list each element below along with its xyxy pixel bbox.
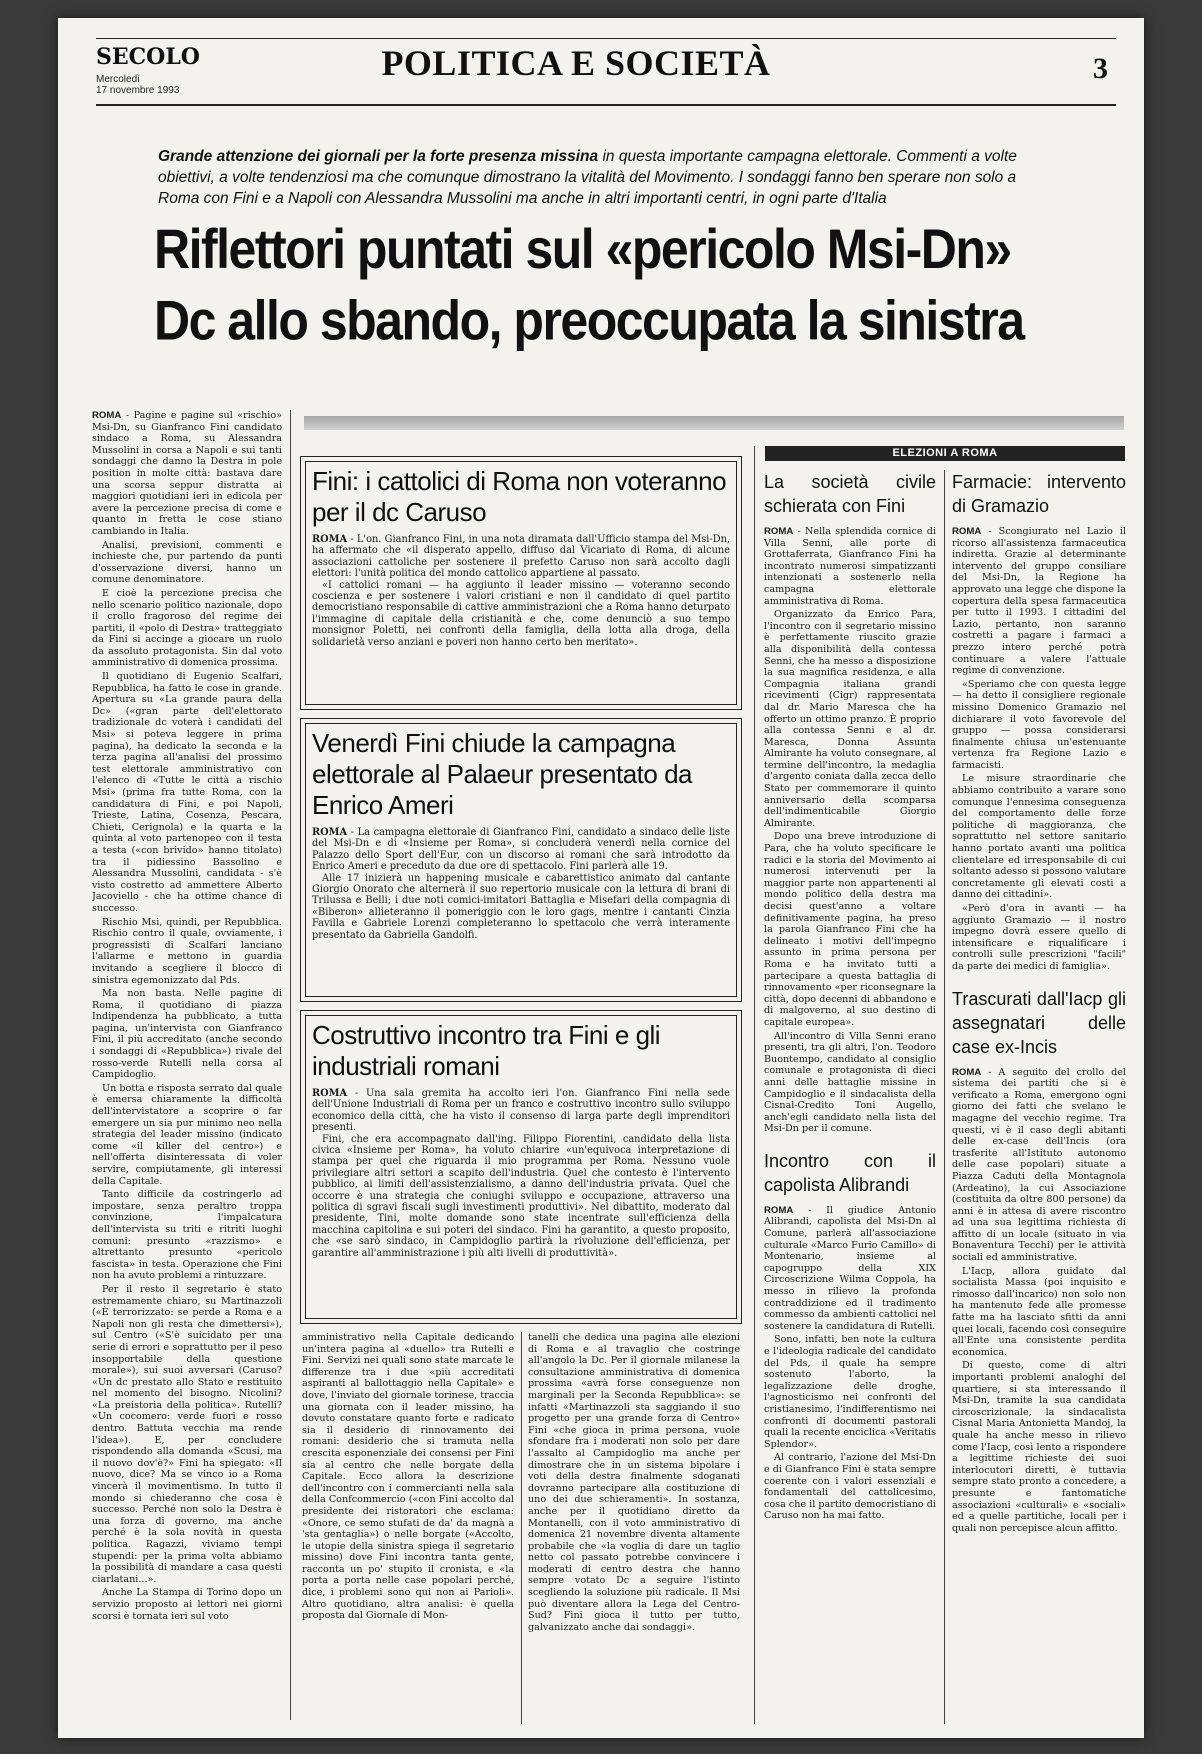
kicker-summary — [158, 146, 1058, 209]
venerdi-palaeur-title: Venerdì Fini chiude la campagna elettorale al Palaeur presentato da Enrico Ameri — [312, 728, 692, 820]
paragraph: Al contrario, l'azione del Msi-Dn e di Gianfranco Fini è stata sempre coerente con i valori essenziali e fondamentali del cattolicesimo, cosa che il partito democristiano di Caruso non ha mai fatto. — [764, 1452, 936, 1522]
paragraph: L'Iacp, allora guidato dal socialista Massa (poi inquisito e rimosso dall'incarico) non solo non ha mantenuto fede alle promesse fatte ma ha lasciato sfitti da anni quei locali, facendo così conseguire all'Ente una consistente perdita economica. — [952, 1265, 1126, 1358]
paragraph: Le misure straordinarie che abbiamo contribuito a varare sono comunque l'ennesima conseguenza del comportamento delle forze politiche di maggioranza, che soprattutto nel settore sanitario hanno portato avanti una politica clientelare ed irresponsabile di cui soltanto adesso si possono valutare concretamente gli elevati costi a danno dei cittadini». — [952, 773, 1126, 901]
paragraph: Tanto difficile da costringerlo ad impostare, senza peraltro troppa convinzione, l'impalcatura dell'intervista su triti e ritriti luoghi comuni: presunto «razzismo» e altrettanto presunto «pericolo fascista» in testa. Operazione che Fini non ha avuto problemi a rintuzzare. — [92, 1189, 282, 1282]
paragraph-text: - Scongiurato nel Lazio il ricorso all'assistenza farmaceutica indiretta. Grazie al determinante intervento del gruppo consiliare del Msi-Dn, la Regione ha approvato una legge che dispone la copertura della spesa farmaceutica per tutto il 1993. I cittadini del Lazio, pertanto, non saranno costretti a pagare i farmaci a prezzo intero perché potrà continuare a valere l'attuale regime di convenzione. — [952, 526, 1126, 677]
paragraph: amministrativo nella Capitale dedicando un'intera pagina al «duello» tra Rutelli e Fini. Servizi nei quali sono state marcate le differenze tra i due «più accreditati aspiranti al ballottaggio nella Capitale» e dove, l'inviato del giornale torinese, traccia una giornata con il leader missino, ha dovuto constatare quanto forte e radicato sia il desiderio di rinnovamento dei romani: desiderio che si tramuta nella crescita esponenziale dei consensi per Fini sia al centro che nelle borgate della Capitale. Ecco allora la descrizione dell'incontro con i commercianti nella sala della Confcommercio («con Fini accolto dal presidente dei ristoratori che esclama: «Onore, ce semo stufati de da' da magnà a 'sta gentaglia») o nelle borgate («Accolto, le utopie della sinistra spiega il segretario missino) dove Fini incontra tanta gente, racconta un po' stupito il cronista, e «la porta a porta nelle case popolari perché, dice, i problemi sono qui non ai Parioli». Altro quotidiano, altra analisi: è quella proposta dal Giornale di Mon- — [302, 1332, 514, 1622]
dateline: ROMA — [92, 410, 122, 421]
dateline: ROMA — [952, 1066, 982, 1078]
industriali-title: Costruttivo incontro tra Fini e gli industriali romani — [312, 1020, 661, 1081]
gray-band — [304, 416, 1124, 430]
headline-line-2: Dc allo sbando, preoccupata la sinistra — [154, 289, 1024, 352]
section-title: POLITICA E SOCIETÀ — [381, 43, 771, 83]
dateline: ROMA — [764, 1204, 794, 1216]
farmacie-title: Farmacie: intervento di Gramazio — [952, 472, 1126, 516]
paragraph: Rischio Msi, quindi, per Repubblica. Rischio contro il quale, ovviamente, i progressisti di Scalfari lanciano l'allarme e mettono in guardia invitando a scegliere il blocco di sinistra egemonizzato dal Pds. — [92, 916, 282, 986]
farmacie-column — [952, 470, 1126, 1724]
paragraph: Anche La Stampa di Torino dopo un servizio proposto ai lettori nei giorni scorsi è tornata ieri sul voto — [92, 1587, 282, 1622]
paragraph: Organizzato da Enrico Para, l'incontro con il segretario missino è perfettamente riuscito grazie alla disponibilità della contessa Senni, che ha messo a disposizione la sua magnifica residenza, e alla Compagnia italiana grandi ricevimenti (Cigr) rappresentata dal dr. Mario Maresca che ha offerto un ottimo pranzo. È proprio alla contessa Senni e al dr. Maresca, Donna Assunta Almirante ha voluto consegnare, al termine dell'incontro, la medaglia d'argento coniata dalla zecca dello Stato per commemorare il quinto anniversario della scomparsa dell'indimenticabile Giorgio Almirante. — [764, 609, 936, 829]
continuation-column-b — [528, 1332, 740, 1724]
paragraph-text: - L'on. Gianfranco Fini, in una nota diramata dall'Ufficio stampa del Msi-Dn, ha affermato che «il disperato appello, diffuso dal Vicariato di Roma, di alcune associazioni cattoliche per sostenere il prefetto Caruso non sarà accolto dagli elettori: l'unità politica del mondo cattolico appartiene al passato. — [312, 534, 730, 580]
masthead — [96, 30, 1116, 100]
societa-civile-title: La società civile schierata con Fini — [764, 472, 936, 516]
paragraph — [312, 827, 730, 873]
venerdi-palaeur-box — [300, 718, 742, 1002]
headline-line-1: Riflettori puntati sul «pericolo Msi-Dn» — [154, 217, 1011, 281]
paragraph — [764, 1205, 936, 1333]
paragraph: Ma non basta. Nelle pagine di Roma, il quotidiano di piazza Indipendenza ha pubblicato, a tutta pagina, un'intervista con Gianfranco Fini, il più accreditato (anche secondo i sondaggi di «Repubblica») rivale del rosso-verde Rutelli nella corsa al Campidoglio. — [92, 988, 282, 1081]
masthead-bottom-rule — [96, 104, 1116, 106]
dateline: ROMA — [952, 526, 982, 537]
paragraph: «Però d'ora in avanti — ha aggiunto Gramazio — il nostro impegno dovrà essere quello di intensificare e riqualificare i controlli sulle prescrizioni "facili" da parte dei medici di famiglia». — [952, 903, 1126, 972]
continuation-column-a — [302, 1332, 514, 1724]
column-divider — [290, 410, 291, 1720]
page-number: 3 — [1093, 52, 1108, 85]
paragraph-text: - Una sala gremita ha accolto ieri l'on. Gianfranco Fini nella sede dell'Unione Industriali di Roma per un franco e costruttivo incontro sullo sviluppo economico della città, che ha visto il consenso di larga parte degli imprenditori presenti. — [312, 1088, 730, 1134]
main-headline — [154, 213, 1144, 356]
paragraph — [764, 526, 936, 607]
paragraph: Fini, che era accompagnato dall'ing. Filippo Fiorentini, candidato della lista civica «Insieme per Roma», ha voluto chiarire «un'equivoca interpretazione di stampa per quel che riguarda il mio programma per Roma. Nessuno vuole privilegiare altri settori a scapito dell'industria. Quel che contesto è l'intervento pubblico, ai limiti dell'assistenzialismo, a danno dell'industria privata. Quel che occorre è una strategia che coniughi sviluppo e occupazione, attraverso una politica di sgravi fiscali sugli investimenti produttivi». Nel dibattito, moderato dal presidente, Tini, molte domande sono state incentrate sull'efficienza della macchina capitolina e sui poteri del sindaco. Fini ha garantito, a questo proposito, che «se sarò sindaco, in Campidoglio partirà la rivoluzione dell'efficienza, per garantire all'amministrazione i più alti livelli di produttività». — [312, 1133, 730, 1259]
masthead-top-rule — [96, 38, 1116, 39]
paragraph — [952, 1067, 1126, 1264]
fini-cattolici-body — [312, 534, 730, 648]
fini-cattolici-box — [300, 456, 742, 710]
dateline: ROMA — [312, 534, 348, 545]
paragraph: «Speriamo che con questa legge — ha detto il consigliere regionale missino Domenico Gramazio nel dichiarare il voto favorevole del gruppo — possa considerarsi finalmente chiusa un'estenuante vertenza fra Regione Lazio e farmacisti. — [952, 678, 1126, 771]
issue-full-date: 17 novembre 1993 — [96, 85, 180, 96]
paragraph: Un botta e risposta serrato dal quale è emersa chiaramente la difficoltà dell'intervistatore a scoprire o far emergere un sia pur minimo neo nella strategia del leader missino (indicato come «il killer del centro») e nell'offerta disinteressata di voler servire, compiutamente, gli interessi della Capitale. — [92, 1082, 282, 1187]
column-divider — [944, 470, 945, 1724]
iacp-title: Trascurati dall'Iacp gli assegnatari delle case ex-Incis — [952, 988, 1126, 1057]
lead-article-column — [92, 410, 282, 1720]
venerdi-palaeur-body — [312, 827, 730, 941]
issue-date — [96, 74, 179, 96]
societa-civile-column — [764, 470, 936, 1724]
box-frame — [305, 1015, 737, 1319]
kicker-text: in questa importante campagna elettorale. Commenti a volte obiettivi, a volte tendenziosi ma che comunque dimostrano la vitalità del Movimento. I sondaggi fanno ben sperare non solo a Roma con Fini e a Napoli con Alessandra Mussolini ma anche in altri importanti centri, in ogni parte d'Italia — [158, 148, 1017, 207]
paragraph: tanelli che dedica una pagina alle elezioni di Roma e al travaglio che costringe all'angolo la Dc. Per il giornale milanese la consultazione amministrativa di domenica prossima «avrà forse conseguenze non marginali per la Seconda Repubblica»: se infatti «Martinazzoli sta saggiando il suo progetto per una grande forza di Centro» Fini «che gioca in prima persona, vuole sfondare fra i moderati non solo per dare l'assalto al Campidoglio ma anche per dimostrare che in un sistema bipolare i voti della destra finalmente sdoganati dovranno partecipare alla costituzione di uno dei due schieramenti». In sostanza, anche per il quotidiano diretto da Montanelli, con il voto amministrativo di domenica 21 novembre diventa altamente probabile che «la voglia di dare un taglio netto col passato potrebbe convincere i moderati di centro destra che hanno sempre votato Dc a seguire l'istinto scegliendo la soluzione più radicale. Il Msi può diventare allora la Lega del Centro-Sud? Fini gioca il tutto per tutto, galvanizzato anche dai sondaggi». — [528, 1332, 740, 1633]
dateline: ROMA — [312, 827, 348, 838]
paragraph-text: - A seguito del crollo del sistema dei partiti che si è verificato a Roma, emergono ogni giorno dei fatti che svelano le magagne del vecchio regime. Tra questi, vi è il caso degli abitanti delle ex-case dell'Incis (ora trasferite all'Istituto autonomo delle case popolari) situate a Piazza Caduti della Montagnola (Ardeatino), la cui Associazione (costituita da oltre 800 persone) da anni è in attesa di avere riscontro ad una sua legittima richiesta di affitto di un locale (situato in via Bonaventura Tecchi) per le attività sociali ed amministrative. — [952, 1066, 1126, 1264]
paragraph — [952, 526, 1126, 677]
newspaper-page — [58, 18, 1144, 1738]
paragraph: All'incontro di Villa Senni erano presenti, tra gli altri, l'on. Teodoro Buontempo, candidato al consiglio comunale e protagonista di dieci anni delle battaglie missine in Campidoglio e il sindacalista della Cisnal-Credito Toni Augello, anch'egli candidato nella lista del Msi-Dn per il comune. — [764, 1030, 936, 1135]
paragraph: Il quotidiano di Eugenio Scalfari, Repubblica, ha fatto le cose in grande. Apertura su «La grande paura della Dc» («gran parte dell'elettorato tradizionale dc voterà i candidati del Msi» si poteva leggere in prima pagina), ha dedicato la seconda e la terza pagina all'analisi del prossimo test elettorale amministrativo con l'elenco di «Tutte le città a rischio Msi» (prima fra tutte Roma, con la candidatura di Fini, e poi Napoli, Trieste, Latina, Cosenza, Pescara, Chieti, Cerignola) e la quarta e la quinta al voto partenopeo con il testa a testa («con brivido» hanno titolato) tra il pidiessino Bassolino e Alessandra Mussolini, candidata - s'è visto costretto ad ammettere Alberto Jacoviello - che ha ottime chance di successo. — [92, 671, 282, 914]
paragraph-text: - La campagna elettorale di Gianfranco Fini, candidato a sindaco delle liste del Msi-Dn e di «Insieme per Roma», si concluderà venerdì nella cornice del Palazzo dello Sport dell'Eur, con un discorso ai romani che sarà introdotto da Enrico Ameri e preceduto da due ore di spettacolo. Fini parlerà alle 19. — [312, 827, 730, 873]
fini-cattolici-title: Fini: i cattolici di Roma non voteranno per il dc Caruso — [312, 466, 727, 527]
paragraph-text: - Pagine e pagine sul «rischio» Msi-Dn, su Gianfranco Fini candidato sindaco a Roma, su Alessandra Mussolini in corsa a Napoli e sui tanti sondaggi che danno la Destra in pole position in molte città: bastava dare una scorsa seppur distratta ai maggiori quotidiani ieri in edicola per avere la percezione precisa di come e quanto in fretta le cose stiano cambiando in Italia. — [92, 410, 282, 537]
issue-day: Mercoledì — [96, 74, 140, 85]
paragraph: «I cattolici romani — ha aggiunto il leader missino — voteranno secondo coscienza e per sostenere i valori cristiani e non il candidato di quel partito democristiano responsabile di cattive amministrazioni che a Roma hanno deturpato l'immagine di capitale della cristianità e che, come denunciò a suo tempo monsignor Poletti, nei confronti della famiglia, della lotta alla droga, della solidarietà verso anziani e poveri non hanno certo ben meritato». — [312, 579, 730, 648]
paragraph — [312, 1088, 730, 1134]
box-frame — [305, 461, 737, 705]
paragraph: Alle 17 inizierà un happening musicale e cabarettistico animato dal cantante Giorgio Onorato che alternerà il suo repertorio musicale con la lettura di brani di Trilussa e Belli; i due noti comici-imitatori Battaglia e Misefari della compagnia di «Biberon» allieteranno il pomeriggio con le loro gags, mentre i cantanti Cinzia Favilla e Gabriele Lorenzi completeranno lo spettacolo che verrà interamente presentato da Gabriella Gandolfi. — [312, 872, 730, 941]
dateline: ROMA — [764, 526, 794, 537]
paragraph: Per il resto il segretario è stato estremamente chiaro, su Martinazzoli («È terrorizzato: se perde a Roma e a Napoli non gli resta che dimettersi»), sul Centro («S'è suicidato per una serie di errori e soprattutto per il peso insopportabile della questione morale»), sui suoi avversari (Caruso? «Un dc prestato allo Stato e restituito nel momento del bisogno. Nicolini? «La preistoria della politica». Rutelli? «Un cocomero: verde fuori e rosso dentro. Battuta vecchia ma rende l'idea»). E, per concludere rispondendo alla domanda «Scusi, ma il nuovo dov'è?» Fini ha spiegato: «Il nuovo, dice? Ma se vinco io a Roma vincerà il movimentismo. In tutto il mondo si chiederanno che cosa è successo. Perché non solo la Destra è una forza di governo, ma anche perché è la sola novità in questa politica. Ragazzi, viviamo tempi stupendi: per la prima volta abbiamo la possibilità di mandare a casa questi ciarlatani...». — [92, 1283, 282, 1585]
paragraph: E cioè la percezione precisa che nello scenario politico nazionale, dopo il crollo fragoroso del regime dei partiti, il «polo di Destra» tratteggiato da Fini si accinge a giocare un ruolo da assoluto protagonista. Sin dal voto amministrativo di domenica prossima. — [92, 587, 282, 669]
paragraph-text: - Il giudice Antonio Alibrandi, capolista del Msi-Dn al Comune, parlerà all'associazione culturale «Marco Furio Camillo» di Montenario, insieme al capogruppo della XIX Circoscrizione Wilma Coppola, ha messo in rilievo la profonda contraddizione ed il tradimento commesso da ambienti cattolici nel sostenere la candidatura di Rutelli. — [764, 1204, 936, 1332]
industriali-box — [300, 1010, 742, 1324]
elezioni-roma-banner: ELEZIONI A ROMA — [765, 446, 1125, 461]
lead-paragraph — [92, 410, 282, 538]
paragraph: Dopo una breve introduzione di Para, che ha voluto specificare le radici e la storia del Movimento ai numerosi intervenuti per la maggior parte non appartenenti al mondo politico della destra ma decisi quest'anno a voltare definitivamente pagina, ha preso la parola Gianfranco Fini che ha delineato i motivi dell'impegno assunto in prima persona per Roma e ha invitato tutti a partecipare a questa battaglia di rinnovamento «per riconsegnare la città, dopo decenni di abbandono e di malgoverno, al suo destino di capitale europea». — [764, 831, 936, 1028]
industriali-body — [312, 1088, 730, 1259]
paragraph: Di questo, come di altri importanti problemi analoghi del quartiere, si sta interessando il Msi-Dn, tramite la sua candidata circoscrizionale, la sindacalista Cisnal Maria Antonietta Mandoj, la quale ha anche messo in rilievo come l'Iacp, così lento a rispondere a legittime richieste dei suoi interlocutori diretti, è tuttavia sempre stato pronto a concedere, a presunte e fantomatiche associazioni «culturali» e «sociali» ed a quelle partitiche, locali per i quali non percepisce alcun affitto. — [952, 1360, 1126, 1534]
kicker-bold: Grande attenzione dei giornali per la forte presenza missina — [158, 148, 599, 165]
column-divider — [754, 446, 755, 1724]
paragraph: Sono, infatti, ben note la cultura e l'ideologia radicale del candidato del Pds, il quale ha sempre sostenuto l'aborto, la legalizzazione delle droghe, l'agnosticismo nei confronti del cristianesimo, l'indifferentismo nei confronti di documenti pastorali quali la recente enciclica «Veritatis Splendor». — [764, 1334, 936, 1450]
paragraph-text: - Nella splendida cornice di Villa Senni, alle porte di Grottaferrata, Gianfranco Fini ha incontrato numerosi simpatizzanti intenzionati a sostenerlo nella campagna elettorale amministrativa di Roma. — [764, 526, 936, 607]
box-frame — [305, 723, 737, 997]
paragraph: Analisi, previsioni, commenti e inchieste che, pur partendo da punti d'osservazione diversi, hanno un comune denominatore. — [92, 539, 282, 586]
paragraph — [312, 534, 730, 580]
alibrandi-title: Incontro con il capolista Alibrandi — [764, 1150, 936, 1195]
dateline: ROMA — [312, 1088, 348, 1099]
newspaper-name: SECOLO — [96, 44, 200, 70]
column-divider — [521, 1332, 522, 1724]
